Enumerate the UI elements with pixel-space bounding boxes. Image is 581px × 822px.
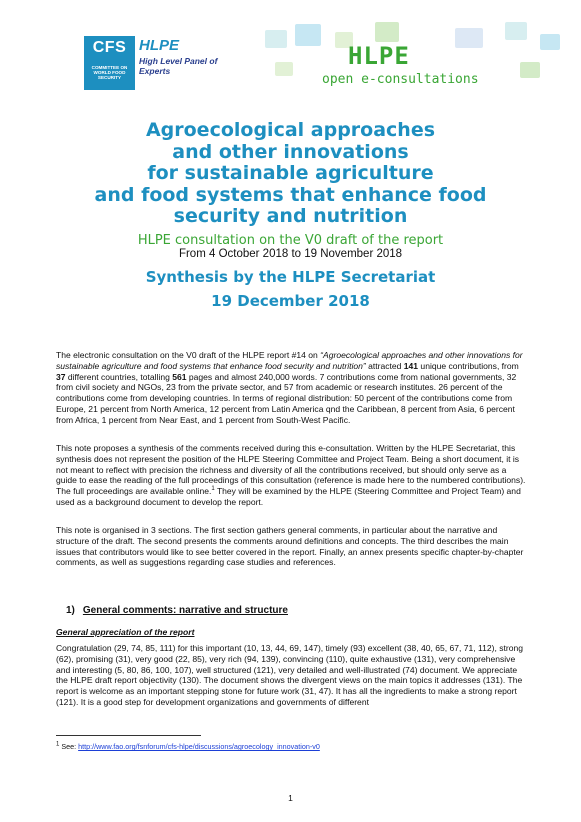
hlpe-logo-subtitle: High Level Panel of Experts <box>139 56 218 76</box>
footnote <box>56 742 320 751</box>
text-run: pages and almost 240,000 words. 7 contributions come from national governments, 32 from civil society and NGOs, 23 from the private sector, and 57 from academic or research institutes. 26 percent of the contributions come from developing countries. In terms of regional distribution: 50 percent of the contributions come from Europe, 21 percent from North America, 12 percent from Latin America qnd the Caribbean, 8 percent from Asia, 6 percent from Africa, 1 percent from Near East, and 1 percent from South-West Pacific. <box>56 371 517 425</box>
synthesis-heading: Synthesis by the HLPE Secretariat <box>145 267 436 286</box>
page-header <box>0 22 581 112</box>
hlpe-econsult-title: HLPE <box>348 42 410 70</box>
footnote-label: See: <box>59 742 79 751</box>
purpose-paragraph <box>56 443 528 508</box>
title-line: for sustainable agriculture <box>147 162 434 184</box>
cfs-logo-caption: COMMITTEE ON WORLD FOOD SECURITY <box>91 65 128 81</box>
title-line: security and nutrition <box>173 205 408 227</box>
intro-paragraph <box>56 350 528 426</box>
consultation-dates: From 4 October 2018 to 19 November 2018 <box>178 247 403 260</box>
cfs-logo-text: CFS <box>92 39 127 56</box>
bubble-shape <box>295 24 321 46</box>
bubble-shape <box>455 28 483 48</box>
title-block <box>40 120 541 310</box>
cfs-logo <box>84 36 135 90</box>
report-title-italic: “Agroecological approaches and other innovations for sustainable agriculture and food systems that enhance food security and nutrition” <box>56 350 523 371</box>
text-run: The electronic consultation on the V0 draft of the HLPE report #14 on <box>56 350 321 360</box>
count-countries: 37 <box>56 371 66 382</box>
hlpe-logo-title: HLPE <box>139 37 180 54</box>
text-run: This note proposes a synthesis of the comments received during this e-consultation. Written by the HLPE Secretariat, this synthesis does not represent the position of the HLPE Steering Committee and Project Team. Being a short document, it is not meant to reflect with precision the richness and diversity of all the contributions received, but should only serve as a guide to ease the reading of the full proceedings of this consultation (reference is made here to the numbered contributions). The full proceedings are available online. <box>56 443 526 497</box>
bubble-shape <box>540 34 560 50</box>
bubble-shape <box>375 22 399 42</box>
count-contributions: 141 <box>403 360 419 371</box>
footnote-ref[interactable]: 1 <box>211 486 215 493</box>
section-1-heading <box>66 605 288 616</box>
bubble-shape <box>275 62 293 76</box>
structure-paragraph: This note is organised in 3 sections. The first section gathers general comments, in particular about the narrative and structure of the draft. The second presents the comments around definitions and concepts. The third describes the main issues that contributors would like to see better covered in the report. Finally, an annex presents specific chapter-by-chapter comments, as well as suggestions regarding case studies and references. <box>56 525 524 568</box>
footnote-link[interactable]: http://www.fao.org/fsnforum/cfs-hlpe/discussions/agroecology_innovation-v0 <box>78 742 320 751</box>
subsection-heading: General appreciation of the report <box>56 627 195 637</box>
text-run: unique contributions, from <box>418 360 519 371</box>
footnote-number: 1 <box>56 741 60 748</box>
title-line: Agroecological approaches <box>145 119 436 141</box>
section-number: 1) <box>66 605 75 616</box>
consultation-subtitle: HLPE consultation on the V0 draft of the report <box>137 232 444 248</box>
appreciation-paragraph: Congratulation (29, 74, 85, 111) for this important (10, 13, 44, 69, 147), timely (93) excellent (38, 40, 65, 67, 71, 112), strong (62), promising (31), very good (22, 85), very rich (94, 139), convincing (110), quite exhaustive (131), very comprehensive and interesting (5, 80, 86, 100, 107), well structured (121), very detailed and well-illustrated (74) document. We appreciate the HLPE draft report objectivity (130). The document shows the divergent views on the main topics it addresses (131). The report is welcome as an important stepping stone for future work (31, 47). It has all the ingredients to make a strong report (121). It is a good step for development organizations and governments of different <box>56 643 524 707</box>
synthesis-date: 19 December 2018 <box>211 291 370 310</box>
page-number: 1 <box>288 793 293 803</box>
section-title: General comments: narrative and structure <box>82 605 288 616</box>
bubble-shape <box>505 22 527 40</box>
text-run: different countries, totalling <box>65 371 173 382</box>
footnote-divider <box>56 735 201 736</box>
text-run: They will be examined by the HLPE (Steering Committee and Project Team) and used as a background document to develop the report. <box>56 486 521 507</box>
hlpe-econsult-subtitle: open e-consultations <box>322 72 479 87</box>
speech-bubbles-icon <box>255 22 565 102</box>
bubble-shape <box>520 62 540 78</box>
title-line: and other innovations <box>172 140 409 163</box>
document-title <box>40 120 541 228</box>
bubble-shape <box>265 30 287 48</box>
count-pages: 561 <box>172 371 187 382</box>
title-line: and food systems that enhance food <box>94 183 487 206</box>
text-run: attracted <box>365 360 404 371</box>
